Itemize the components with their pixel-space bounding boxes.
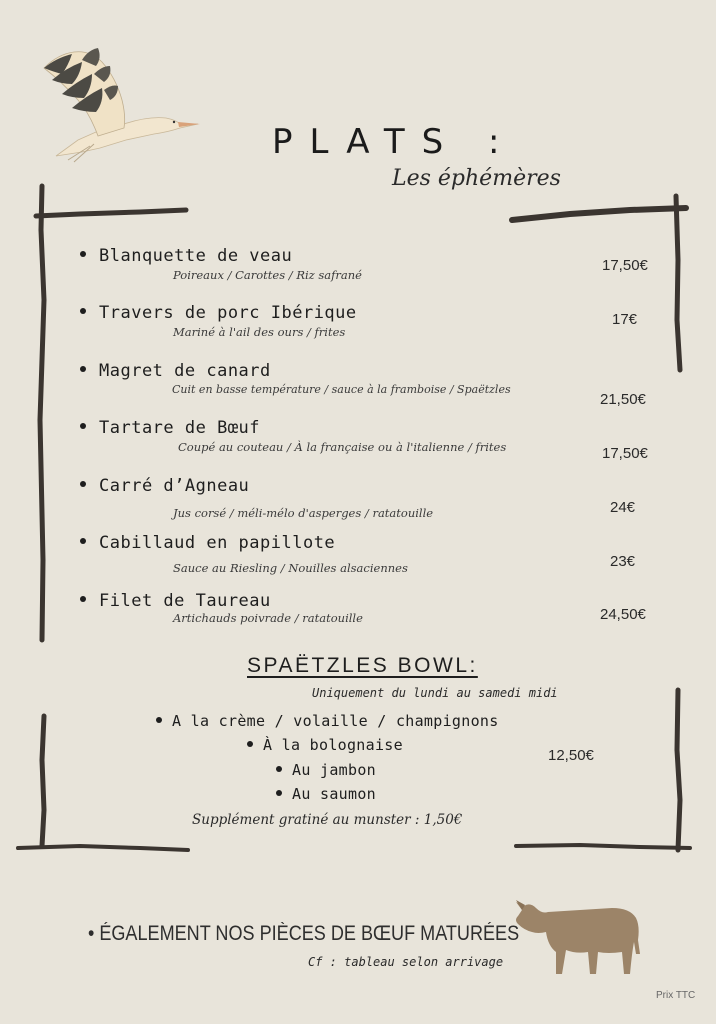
dish-price: 17,50€: [602, 445, 648, 462]
page-title: PLATS :: [272, 122, 517, 162]
dish-price: 23€: [610, 553, 636, 570]
dish-price: 17,50€: [602, 257, 648, 274]
bowl-item: À la bolognaise: [247, 736, 403, 754]
dish-name: Tartare de Bœuf: [80, 418, 260, 438]
dish-description: Sauce au Riesling / Nouilles alsaciennes: [173, 561, 408, 575]
bowl-item: Au saumon: [276, 785, 376, 803]
bowl-price: 12,50€: [548, 747, 594, 764]
dish-description: Mariné à l'ail des ours / frites: [173, 325, 346, 339]
dish-name: Cabillaud en papillote: [80, 533, 335, 553]
dish-price: 24€: [610, 499, 636, 516]
supplement-note: Supplément gratiné au munster : 1,50€: [192, 812, 463, 828]
dish-price: 21,50€: [600, 391, 646, 408]
bowl-note: Uniquement du lundi au samedi midi: [312, 686, 558, 700]
dish-description: Coupé au couteau / À la française ou à l'italienne / frites: [178, 440, 507, 454]
dish-name: Magret de canard: [80, 361, 271, 381]
arrivage-note: Cf : tableau selon arrivage: [308, 955, 504, 969]
dish-name: Filet de Taureau: [80, 591, 271, 611]
page-subtitle: Les éphémères: [392, 166, 561, 191]
dish-name: Carré d’Agneau: [80, 476, 249, 496]
dish-description: Cuit en basse température / sauce à la framboise / Spaëtzles: [172, 383, 511, 396]
dish-name: Travers de porc Ibérique: [80, 303, 357, 323]
maturees-note: • ÉGALEMENT NOS PIÈCES DE BŒUF MATURÉES: [88, 922, 520, 945]
dish-description: Poireaux / Carottes / Riz safrané: [173, 268, 362, 282]
dish-description: Artichauds poivrade / ratatouille: [173, 611, 363, 625]
bowl-item: A la crème / volaille / champignons: [156, 712, 499, 730]
price-disclaimer: Prix TTC: [656, 990, 696, 1001]
dish-price: 24,50€: [600, 606, 646, 623]
dish-price: 17€: [612, 311, 638, 328]
bowl-item: Au jambon: [276, 761, 376, 779]
dish-name: Blanquette de veau: [80, 246, 292, 266]
cow-illustration: [512, 896, 644, 980]
bowl-title: SPAËTZLES BOWL:: [247, 654, 478, 677]
dish-description: Jus corsé / méli-mélo d'asperges / ratatouille: [173, 506, 434, 520]
